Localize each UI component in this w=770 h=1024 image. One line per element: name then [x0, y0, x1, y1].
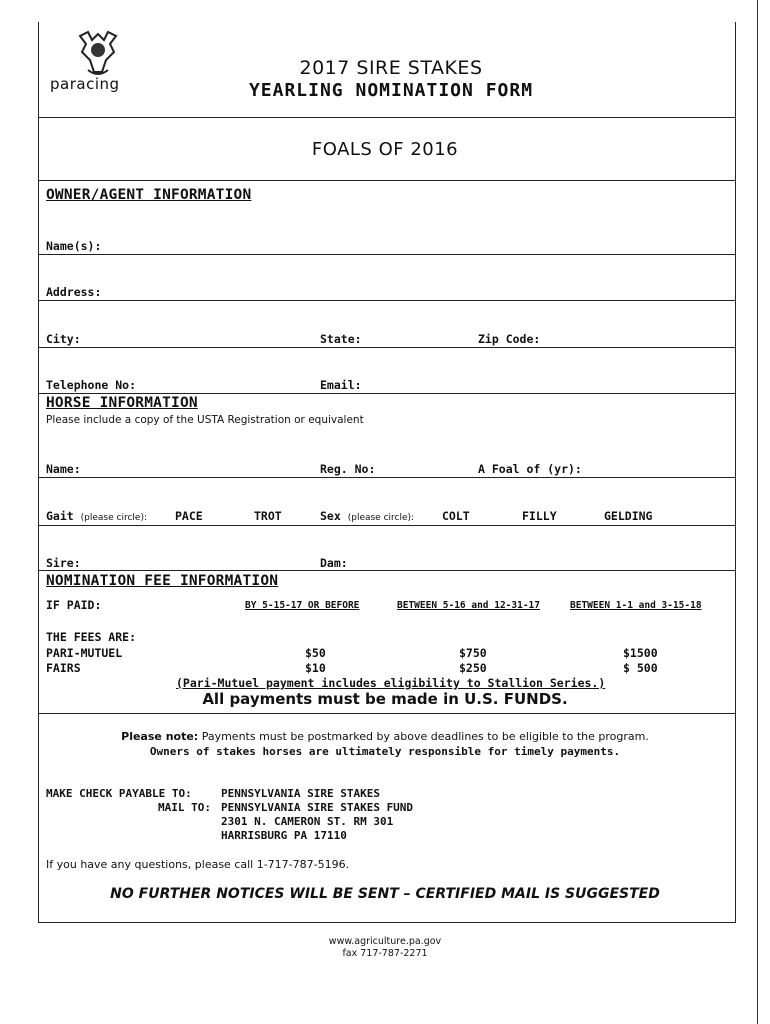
owner-name-field[interactable]: [38, 254, 735, 255]
fairs-label: FAIRS: [46, 661, 81, 675]
zip-code-label: Zip Code:: [478, 332, 541, 346]
foals-of-year: FOALS OF 2016: [311, 139, 459, 160]
fees-are-label: THE FEES ARE:: [46, 630, 137, 644]
fairs-fee-1: $10: [305, 661, 326, 675]
pari-mutuel-label: PARI-MUTUEL: [46, 646, 123, 660]
owner-agent-heading: OWNER/AGENT INFORMATION: [46, 187, 252, 203]
city-label: City:: [46, 332, 81, 346]
sex-hint: (please circle):: [347, 513, 415, 523]
gait-sex-divider: [38, 525, 735, 526]
sire-label: Sire:: [46, 556, 81, 570]
footer-fax: fax 717-787-2271: [342, 948, 428, 959]
owner-name-label: Name(s):: [46, 239, 102, 253]
pari-mutuel-fee-2: $750: [459, 646, 487, 660]
horse-name-field[interactable]: [38, 477, 735, 478]
gait-option-pace[interactable]: PACE: [175, 509, 203, 523]
payment-note-label: Please note:: [121, 730, 199, 743]
form-title-line2: YEARLING NOMINATION FORM: [248, 80, 534, 101]
mail-to-line-3: HARRISBURG PA 17110: [221, 829, 347, 842]
horse-name-label: Name:: [46, 462, 81, 476]
divider: [38, 713, 735, 714]
email-label: Email:: [320, 378, 362, 392]
check-payable-value: PENNSYLVANIA SIRE STAKES: [221, 787, 380, 800]
fairs-fee-2: $250: [459, 661, 487, 675]
telephone-label: Telephone No:: [46, 378, 137, 392]
if-paid-label: IF PAID:: [46, 598, 102, 612]
mail-to-line-2: 2301 N. CAMERON ST. RM 301: [221, 815, 394, 828]
gait-label-text: Gait: [46, 509, 74, 523]
state-label: State:: [320, 332, 362, 346]
pari-mutuel-fee-3: $1500: [623, 646, 658, 660]
mail-to-line-1: PENNSYLVANIA SIRE STAKES FUND: [221, 801, 414, 814]
gait-hint: (please circle):: [80, 513, 147, 523]
reg-no-label: Reg. No:: [320, 462, 376, 476]
fee-period-1: BY 5-15-17 OR BEFORE: [245, 600, 360, 611]
payment-note: [0, 730, 770, 743]
sex-option-gelding[interactable]: GELDING: [604, 509, 653, 523]
divider: [38, 117, 735, 118]
gait-label: [46, 509, 147, 523]
pari-mutuel-fee-1: $50: [305, 646, 326, 660]
address-field[interactable]: [38, 300, 735, 301]
sex-option-colt[interactable]: COLT: [442, 509, 470, 523]
phone-email-field[interactable]: [38, 393, 735, 394]
fee-period-3: BETWEEN 1-1 and 3-15-18: [570, 600, 702, 611]
divider: [38, 180, 735, 181]
pari-mutuel-note: (Pari-Mutuel payment includes eligibility to Stallion Series.): [176, 676, 606, 690]
foal-year-label: A Foal of (yr):: [478, 462, 582, 476]
city-state-zip-field[interactable]: [38, 347, 735, 348]
mail-to-label: MAIL TO:: [158, 801, 211, 814]
dam-label: Dam:: [320, 556, 348, 570]
payment-note-text: Payments must be postmarked by above deadlines to be eligible to the program.: [201, 730, 649, 743]
fee-info-heading: NOMINATION FEE INFORMATION: [46, 573, 279, 589]
gait-option-trot[interactable]: TROT: [254, 509, 282, 523]
sex-label: [320, 509, 414, 523]
sex-option-filly[interactable]: FILLY: [522, 509, 557, 523]
horse-info-heading: HORSE INFORMATION: [46, 395, 198, 411]
sire-dam-field[interactable]: [38, 570, 735, 571]
questions-contact: If you have any questions, please call 1-717-787-5196.: [46, 858, 350, 871]
logo-text: paracing: [50, 75, 120, 93]
no-further-notices-warning: NO FURTHER NOTICES WILL BE SENT – CERTIFIED MAIL IS SUGGESTED: [110, 886, 660, 902]
form-title-line1: 2017 SIRE STAKES: [299, 57, 483, 79]
address-label: Address:: [46, 285, 102, 299]
usta-registration-note: Please include a copy of the USTA Registration or equivalent: [46, 414, 364, 426]
check-payable-label: MAKE CHECK PAYABLE TO:: [46, 787, 192, 800]
fairs-fee-3: $ 500: [623, 661, 658, 675]
owner-responsibility-note: Owners of stakes horses are ultimately responsible for timely payments.: [149, 745, 621, 758]
sex-label-text: Sex: [320, 509, 341, 523]
fee-period-2: BETWEEN 5-16 and 12-31-17: [397, 600, 540, 611]
footer-website[interactable]: www.agriculture.pa.gov: [328, 936, 442, 947]
us-funds-notice: All payments must be made in U.S. FUNDS.: [202, 690, 568, 708]
